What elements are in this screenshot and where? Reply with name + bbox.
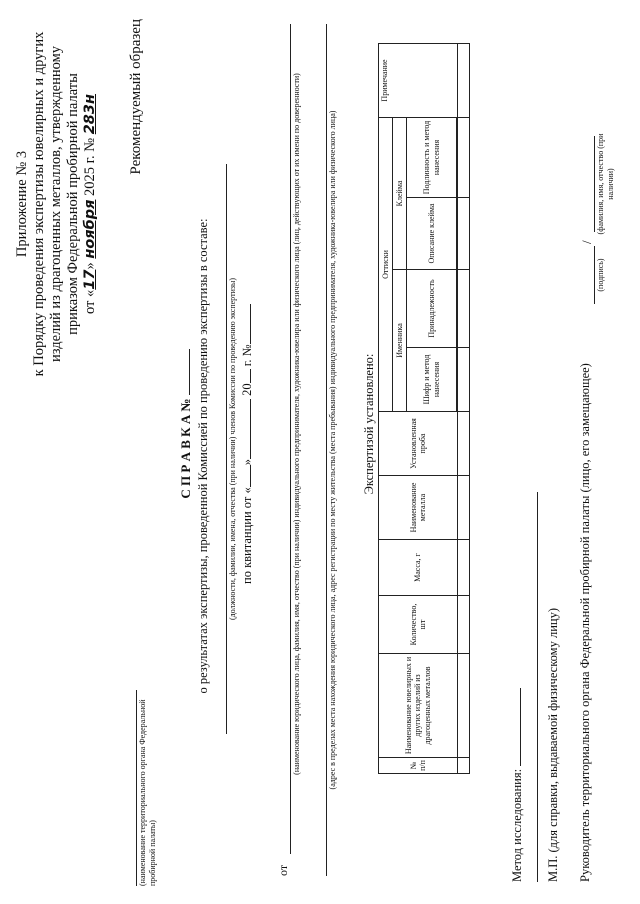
appendix-number: Приложение № 3 <box>14 150 30 258</box>
recommended-sample-label: Рекомендуемый образец <box>128 19 144 175</box>
certificate-subtitle: о результатах экспертизы, проведенной Комиссией по проведению экспертизы в составе: <box>196 218 210 694</box>
signature-caption: (подпись) <box>596 258 605 292</box>
method-label: Метод исследования: <box>510 688 525 882</box>
name-caption: (фамилия, имя, отчество (при наличии) <box>596 133 615 235</box>
prints-header: Оттиски <box>379 117 393 411</box>
kleimo-header: Клейма <box>393 117 407 269</box>
table-row <box>458 43 470 773</box>
from-label: от <box>276 864 290 876</box>
org-name-caption: (наименование территориального органа Федеральной пробирной палаты) <box>138 699 157 886</box>
cipher-header: Шифр и метод нанесения <box>407 348 457 412</box>
appendix-order-line: изделий из драгоценных металлов, утвержденному <box>48 45 64 363</box>
namennik-header: Именника <box>393 270 407 412</box>
appendix-order-line: к Порядку проведения экспертизы ювелирных и других <box>31 31 47 377</box>
examination-table <box>378 43 470 774</box>
col-metal-header: Наименование металла <box>379 476 458 540</box>
appendix-block <box>14 24 99 384</box>
from-line <box>290 24 291 854</box>
from-caption: (наименование юридического лица, фамилия, имя, отчество (при наличии) индивидуального предпринимателя, художника-ювелира или физического лица (лиц, действующих от их имени по доверенности) <box>292 73 301 775</box>
stamp-label: М.П. (для справки, выдаваемой физическому лицу) <box>546 608 560 882</box>
address-line <box>326 24 327 876</box>
receipt-line: по квитанции от «» 20 г. № <box>240 204 255 584</box>
col-name-header: Наименование ювелирных и других изделий из драгоценных металлов <box>379 654 458 758</box>
handwritten-month: ноября <box>82 199 98 259</box>
signature-slash: / <box>579 240 594 244</box>
handwritten-day: 17 <box>82 269 98 290</box>
commission-members-line <box>226 164 227 734</box>
col-proba-header: Установленная проба <box>379 412 458 476</box>
head-label: Руководитель территориального органа Федеральной пробирной палаты (лицо, его замещающее) <box>578 363 592 882</box>
org-name-line <box>136 690 137 886</box>
desc-header: Описание клейма <box>407 198 457 270</box>
certificate-title: С П Р А В К А № <box>178 274 194 574</box>
appendix-date-line: от «17» ноября 2025 г. № 283н <box>82 93 98 315</box>
col-qty-header: Количество, шт <box>379 596 458 654</box>
commission-members-caption: (должности, фамилии, имена, отчества (при наличии) членов Комиссии по проведению экспертизы) <box>228 277 237 621</box>
belonging-header: Принадлежность <box>407 270 457 348</box>
handwritten-number: 283н <box>82 93 98 135</box>
established-label: Экспертизой установлено: <box>362 353 376 495</box>
authenticity-header: Подлинность и метод нанесения <box>407 117 457 197</box>
col-mass-header: Масса, г <box>379 540 458 596</box>
method-line <box>537 492 538 882</box>
name-line <box>594 136 595 232</box>
address-caption: (адрес в пределах места нахождения юридического лица, адрес регистрации по месту жительства (места пребывания) индивидуального предпринимателя, художника-ювелира или физического лица) <box>328 110 337 790</box>
signature-line <box>594 246 595 304</box>
appendix-order-line: приказом Федеральной пробирной палаты <box>65 73 81 335</box>
notes-header: Примечание <box>379 43 458 117</box>
col-num-header: № п/п <box>379 758 458 774</box>
